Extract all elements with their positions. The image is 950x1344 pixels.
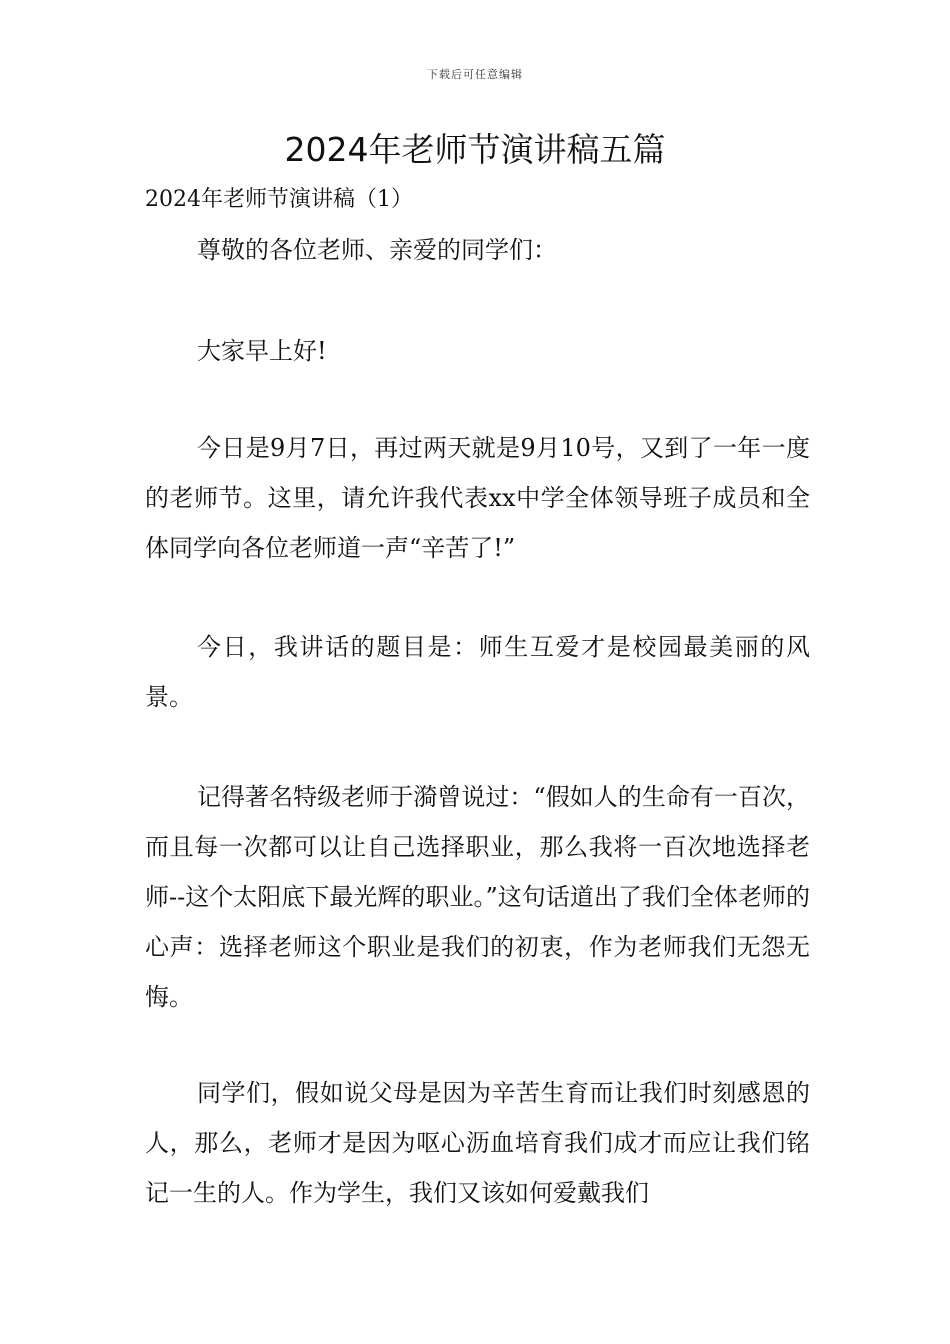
paragraph-quote: 记得著名特级老师于漪曾说过：“假如人的生命有一百次，而且每一次都可以让自己选择职业，那么我将一百次地选择老师--这个太阳底下最光辉的职业。”这句话道出了我们全体老师的心声：选择老师这个职业是我们的初衷，作为老师我们无怨无悔。 [145,783,810,1011]
paragraph-gratitude: 同学们，假如说父母是因为辛苦生育而让我们时刻感恩的人，那么，老师才是因为呕心沥血培育我们成才而应让我们铭记一生的人。作为学生，我们又该如何爱戴我们 [145,1079,810,1207]
section-heading: 2024年老师节演讲稿（1） [145,187,413,212]
paragraph-greeting: 尊敬的各位老师、亲爱的同学们： [197,236,557,264]
paragraph-speech-topic: 今日，我讲话的题目是：师生互爱才是校园最美丽的风景。 [145,633,810,711]
paragraph-teachers-day: 今日是9月7日，再过两天就是9月10号，又到了一年一度的老师节。这里，请允许我代表xx中学全体领导班子成员和全体同学向各位老师道一声“辛苦了!” [145,434,810,562]
document-title: 2024年老师节演讲稿五篇 [284,130,666,169]
paragraph-good-morning: 大家早上好! [197,337,327,365]
header-note: 下载后可任意编辑 [427,68,523,81]
